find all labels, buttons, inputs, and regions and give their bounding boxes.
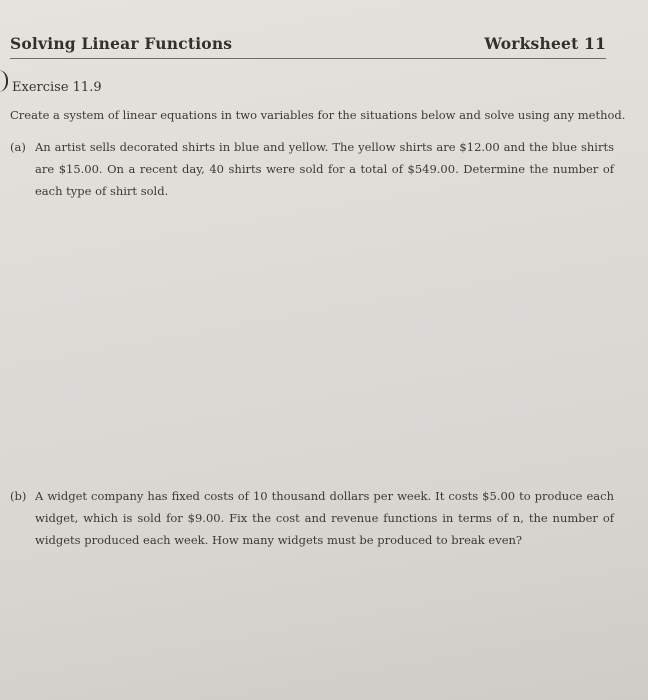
part-b-label: (b)	[10, 489, 27, 503]
part-b-text: A widget company has fixed costs of 10 thousand dollars per week. It costs $5.00 to produce each widget, which is sold for $9.00. Fix the cost and revenue functions in terms of n, the number of widgets produced each week. How many widgets must be produced to break even?	[35, 489, 614, 547]
page-header	[10, 34, 606, 59]
exercise-title: Exercise 11.9	[12, 80, 102, 95]
worksheet-number: Worksheet 11	[484, 34, 606, 53]
part-a-label: (a)	[10, 140, 26, 154]
margin-mark	[0, 70, 8, 92]
exercise-part-a	[10, 136, 614, 202]
page-title: Solving Linear Functions	[10, 34, 233, 53]
exercise-part-b	[10, 485, 614, 551]
exercise-instructions: Create a system of linear equations in two variables for the situations below and solve using any method.	[10, 108, 626, 122]
part-a-text: An artist sells decorated shirts in blue and yellow. The yellow shirts are $12.00 and the blue shirts are $15.00. On a recent day, 40 shirts were sold for a total of $549.00. Determine the number of each type of shirt sold.	[35, 140, 614, 198]
